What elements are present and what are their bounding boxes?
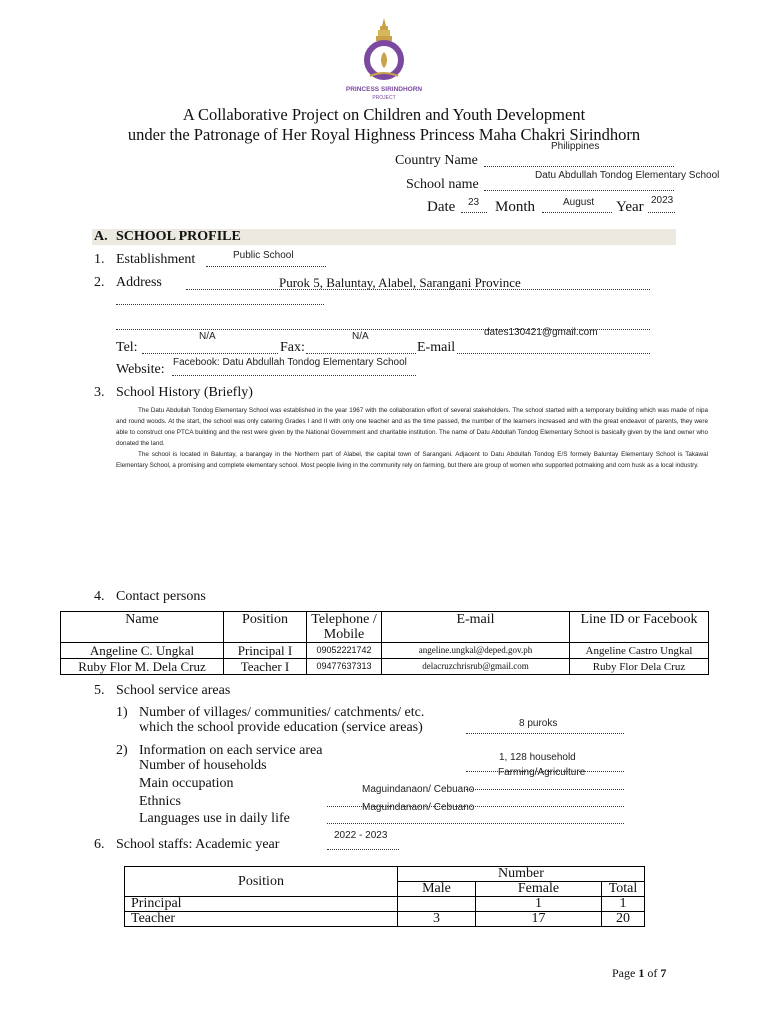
country-dots bbox=[484, 166, 674, 167]
staff-table bbox=[124, 866, 645, 927]
table-row bbox=[61, 643, 709, 659]
tel-label: Tel: bbox=[116, 340, 138, 355]
languages-dots bbox=[327, 823, 624, 824]
address-dots-1 bbox=[186, 289, 650, 290]
contact-facebook: Ruby Flor Dela Cruz bbox=[570, 659, 709, 675]
country-label: Country Name bbox=[395, 153, 478, 168]
page-total: 7 bbox=[660, 966, 667, 980]
item6-num: 6. bbox=[94, 837, 105, 852]
year-dots bbox=[648, 212, 675, 213]
occupation-label: Main occupation bbox=[139, 776, 234, 791]
year-label: Year bbox=[616, 199, 644, 215]
contacts-header-line-facebook: Line ID or Facebook bbox=[570, 612, 709, 643]
contact-phone: 09477637313 bbox=[307, 659, 382, 675]
staff-female: 1 bbox=[476, 897, 602, 912]
staff-header-row-1 bbox=[125, 867, 645, 882]
staff-total: 20 bbox=[602, 912, 645, 927]
item4-num: 4. bbox=[94, 589, 105, 604]
address-dots-2 bbox=[116, 304, 324, 305]
ethnics-value: Maguindanaon/ Cebuano bbox=[362, 784, 475, 795]
item1-num: 1. bbox=[94, 252, 105, 267]
contact-name: Angeline C. Ungkal bbox=[61, 643, 224, 659]
contact-phone: 09052221742 bbox=[307, 643, 382, 659]
staff-position: Teacher bbox=[125, 912, 398, 927]
crown-emblem-icon bbox=[356, 16, 412, 86]
logo-text-line1: PRINCESS SIRINDHORN bbox=[345, 86, 423, 93]
date-dots bbox=[461, 212, 487, 213]
contacts-header-row bbox=[61, 612, 709, 643]
email-label: E-mail bbox=[417, 340, 456, 355]
contacts-header-email: E-mail bbox=[382, 612, 570, 643]
staff-header-female: Female bbox=[476, 882, 602, 897]
languages-label: Languages use in daily life bbox=[139, 811, 290, 826]
contact-name: Ruby Flor M. Dela Cruz bbox=[61, 659, 224, 675]
page-footer bbox=[612, 966, 666, 981]
history-paragraph-1: The Datu Abdullah Tondog Elementary School was established in the year 1967 with the collaboration effort of several stakeholders. The school started with a temporary building which was made of nipa and round woods. At the start, the school was only catering Grades I and II with only one teacher and as the time passed, the number of the learners increased and with the great endeavor of parents, they were able to construct one PTCA building and the rest were given by the National Government and charitable institution. The name of Datu Abdullah Tondog Elementary School is basically given by the land owner who donated the land. bbox=[116, 407, 708, 447]
contacts-header-telephone: Telephone / Mobile bbox=[307, 612, 382, 643]
table-row bbox=[61, 659, 709, 675]
item2-num: 2. bbox=[94, 275, 105, 290]
service-areas-value: 8 puroks bbox=[519, 718, 558, 729]
website-value: Facebook: Datu Abdullah Tondog Elementary School bbox=[173, 357, 407, 368]
occupation-dots bbox=[466, 789, 624, 790]
fax-dots bbox=[306, 353, 416, 354]
princess-sirindhorn-logo bbox=[356, 16, 412, 86]
website-label: Website: bbox=[116, 362, 165, 377]
contact-email: delacruzchrisrub@gmail.com bbox=[382, 659, 570, 675]
staff-female: 17 bbox=[476, 912, 602, 927]
staff-position: Principal bbox=[125, 897, 398, 912]
sub2-label: Information on each service area bbox=[139, 743, 323, 758]
sub1-line2: which the school provide education (service areas) bbox=[139, 720, 423, 735]
staff-header-total: Total bbox=[602, 882, 645, 897]
item3-label: School History (Briefly) bbox=[116, 385, 253, 400]
address-value: Purok 5, Baluntay, Alabel, Sarangani Province bbox=[279, 275, 521, 290]
ethnics-label: Ethnics bbox=[139, 794, 181, 809]
staff-header-number: Number bbox=[398, 867, 645, 882]
school-value: Datu Abdullah Tondog Elementary School bbox=[535, 170, 720, 181]
staff-header-position: Position bbox=[125, 867, 398, 897]
month-dots bbox=[542, 212, 612, 213]
sub1-line1: Number of villages/ communities/ catchments/ etc. bbox=[139, 705, 425, 720]
year-value: 2023 bbox=[651, 195, 674, 206]
page-of-label: of bbox=[647, 966, 658, 980]
date-value: 23 bbox=[468, 197, 480, 208]
service-areas-dots bbox=[466, 733, 624, 734]
academic-year-value: 2022 - 2023 bbox=[334, 830, 388, 841]
title-line1: A Collaborative Project on Children and Youth Development bbox=[182, 105, 586, 124]
contact-email: angeline.ungkal@deped.gov.ph bbox=[382, 643, 570, 659]
logo-text-line2: PROJECT bbox=[372, 95, 396, 101]
date-label: Date bbox=[427, 199, 456, 215]
item1-label: Establishment bbox=[116, 252, 196, 267]
table-row bbox=[125, 897, 645, 912]
staff-total: 1 bbox=[602, 897, 645, 912]
email-dots bbox=[457, 353, 650, 354]
month-label: Month bbox=[495, 199, 536, 215]
contacts-header-position: Position bbox=[224, 612, 307, 643]
occupation-value: Farming/Agriculture bbox=[498, 767, 586, 778]
item5-label: School service areas bbox=[116, 683, 231, 698]
country-value: Philippines bbox=[551, 141, 600, 152]
contact-position: Teacher I bbox=[224, 659, 307, 675]
school-label: School name bbox=[406, 177, 479, 192]
item4-label: Contact persons bbox=[116, 589, 206, 604]
households-value: 1, 128 household bbox=[499, 752, 576, 763]
item6-label: School staffs: Academic year bbox=[116, 837, 280, 852]
sub2-num: 2) bbox=[116, 743, 128, 758]
contacts-table bbox=[60, 611, 709, 675]
households-label: Number of households bbox=[139, 758, 267, 773]
section-heading-num: A. bbox=[94, 229, 108, 244]
sub1-num: 1) bbox=[116, 705, 128, 720]
tel-value: N/A bbox=[199, 331, 216, 342]
table-row bbox=[125, 912, 645, 927]
history-paragraph-2: The school is located in Baluntay, a barangay in the Northern part of Alabel, the capital town of Sarangani. Adjacent to Datu Abdullah Tondog E/S formely Baluntay Elementary School is Takawal Elementary School, a promising and complete elementary school. Most people living in the community rely on farming, but there are group of women who supported potmaking and corn husk as a local industry. bbox=[116, 451, 708, 469]
academic-year-dots bbox=[327, 849, 399, 850]
section-heading: SCHOOL PROFILE bbox=[116, 229, 241, 244]
item2-label: Address bbox=[116, 275, 162, 290]
languages-value: Maguindanaon/ Cebuano bbox=[362, 802, 475, 813]
school-dots bbox=[484, 190, 674, 191]
website-dots bbox=[172, 375, 416, 376]
tel-dots bbox=[142, 353, 278, 354]
month-value: August bbox=[563, 197, 595, 208]
contact-position: Principal I bbox=[224, 643, 307, 659]
staff-male: 3 bbox=[398, 912, 476, 927]
fax-value: N/A bbox=[352, 331, 369, 342]
email-value: dates130421@gmail.com bbox=[484, 327, 598, 338]
establishment-dots bbox=[206, 266, 326, 267]
page-number: 1 bbox=[638, 966, 645, 980]
page-label: Page bbox=[612, 966, 636, 980]
title-line2: under the Patronage of Her Royal Highness Princess Maha Chakri Sirindhorn bbox=[127, 125, 641, 144]
school-history-text bbox=[116, 405, 708, 471]
staff-male bbox=[398, 897, 476, 912]
item5-num: 5. bbox=[94, 683, 105, 698]
fax-label: Fax: bbox=[280, 340, 305, 355]
contacts-header-name: Name bbox=[61, 612, 224, 643]
establishment-value: Public School bbox=[233, 250, 294, 261]
staff-header-male: Male bbox=[398, 882, 476, 897]
item3-num: 3. bbox=[94, 385, 105, 400]
contact-facebook: Angeline Castro Ungkal bbox=[570, 643, 709, 659]
